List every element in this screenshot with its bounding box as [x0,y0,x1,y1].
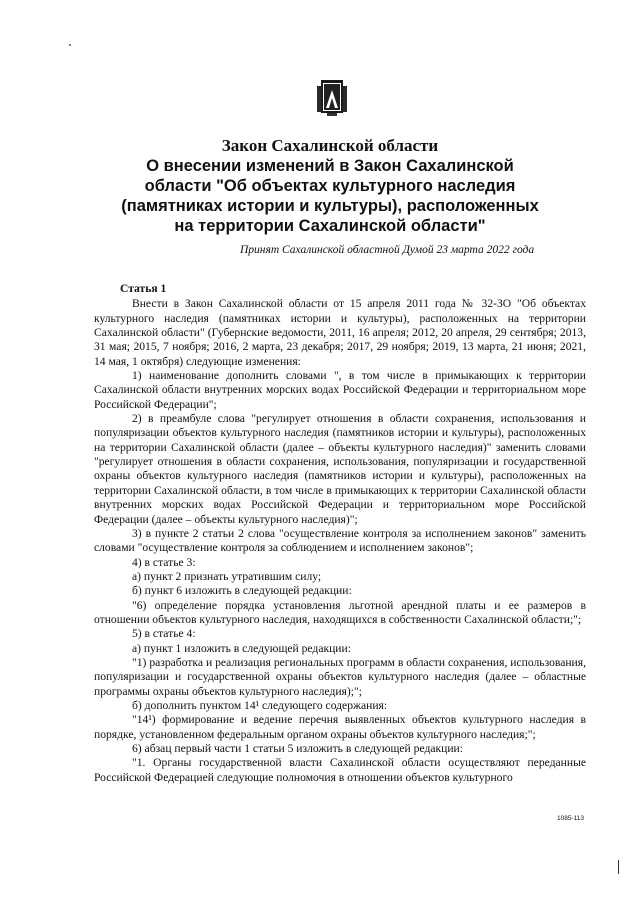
paragraph: 4) в статье 3: [132,555,196,569]
article-heading: Статья 1 [120,282,167,295]
article-body [94,282,586,785]
coat-of-arms-icon [314,78,350,118]
paragraph: б) дополнить пунктом 14¹ следующего содержания: [132,698,388,712]
paragraph: "1) разработка и реализация региональных программ в области сохранения, использования, популяризации и государственной охраны объектов культурного наследия (далее – областные программы охраны объектов культурного наследия);"; [94,655,586,698]
paragraph: а) пункт 1 изложить в следующей редакции: [132,641,351,655]
paragraph: "14¹) формирование и ведение перечня выявленных объектов культурного наследия в порядке, установленном федеральным органом охраны объектов культурного наследия;"; [94,713,586,741]
paragraph: Внести в Закон Сахалинской области от 15 апреля 2011 года № 32-ЗО "Об объектах культурного наследия (памятниках истории и культуры), расположенных на территории Сахалинской области" (Губернские ведомости, 2011, 16 апреля; 2012, 20 апреля, 29 сентября; 2013, 31 мая; 2015, 7 ноября; 2016, 2 марта, 23 декабря; 2017, 29 ноября; 2019, 13 марта, 21 июня; 2021, 14 мая, 1 октября) следующие изменения: [94,297,586,368]
title-line-1: Закон Сахалинской области [221,136,439,155]
paragraph: "6) определение порядка установления льготной арендной платы и ее размеров в отношении объектов культурного наследия, находящихся в собственности Сахалинской области;"; [94,598,586,626]
paragraph: 6) абзац первый части 1 статьи 5 изложить в следующей редакции: [132,742,463,755]
paragraph: б) пункт 6 изложить в следующей редакции: [132,584,352,598]
paragraph: 1) наименование дополнить словами ", в том числе в примыкающих к территории Сахалинской области внутренних морских водах Российской Федерации и территориальном море Российской Федерации"; [94,369,586,411]
paragraph: 5) в статье 4: [132,627,196,641]
paragraph: а) пункт 2 признать утратившим силу; [132,569,322,583]
paragraph: "1. Органы государственной власти Сахалинской области осуществляют переданные Российской Федерацией следующие полномочия в отношении объектов культурного [94,756,586,784]
law-title [110,136,550,236]
document-code: 1085-113 [557,815,584,822]
paragraph: 3) в пункте 2 статьи 2 слова "осуществление контроля за исполнением законов" заменить словами "осуществление контроля за соблюдением и исполнением законов"; [94,526,586,555]
title-line-2: О внесении изменений в Закон Сахалинской [146,157,514,175]
title-line-4: (памятниках истории и культуры), расположенных [121,197,539,215]
scan-speck [69,44,71,46]
title-line-3: области "Об объектах культурного наследия [144,177,516,195]
page-edge-mark [618,860,619,874]
paragraph: 2) в преамбуле слова "регулирует отношения в области сохранения, использования и популяризации объектов культурного наследия (памятников истории и культуры), расположенных на территории Сахалинской области (далее – объекты культурного наследия)" заменить словами "регулирует отношения в области сохранения, использования, популяризации и государственной охраны объектов культурного наследия (памятников истории и культуры), расположенных на территории Сахалинской области, в том числе в примыкающих к территории Сахалинской области внутренних морских водах Российской Федерации и территориальном море Российской Федерации (далее – объекты культурного наследия)"; [94,412,586,526]
adoption-note: Принят Сахалинской областной Думой 23 марта 2022 года [240,244,535,256]
title-line-5: на территории Сахалинской области" [174,217,486,235]
